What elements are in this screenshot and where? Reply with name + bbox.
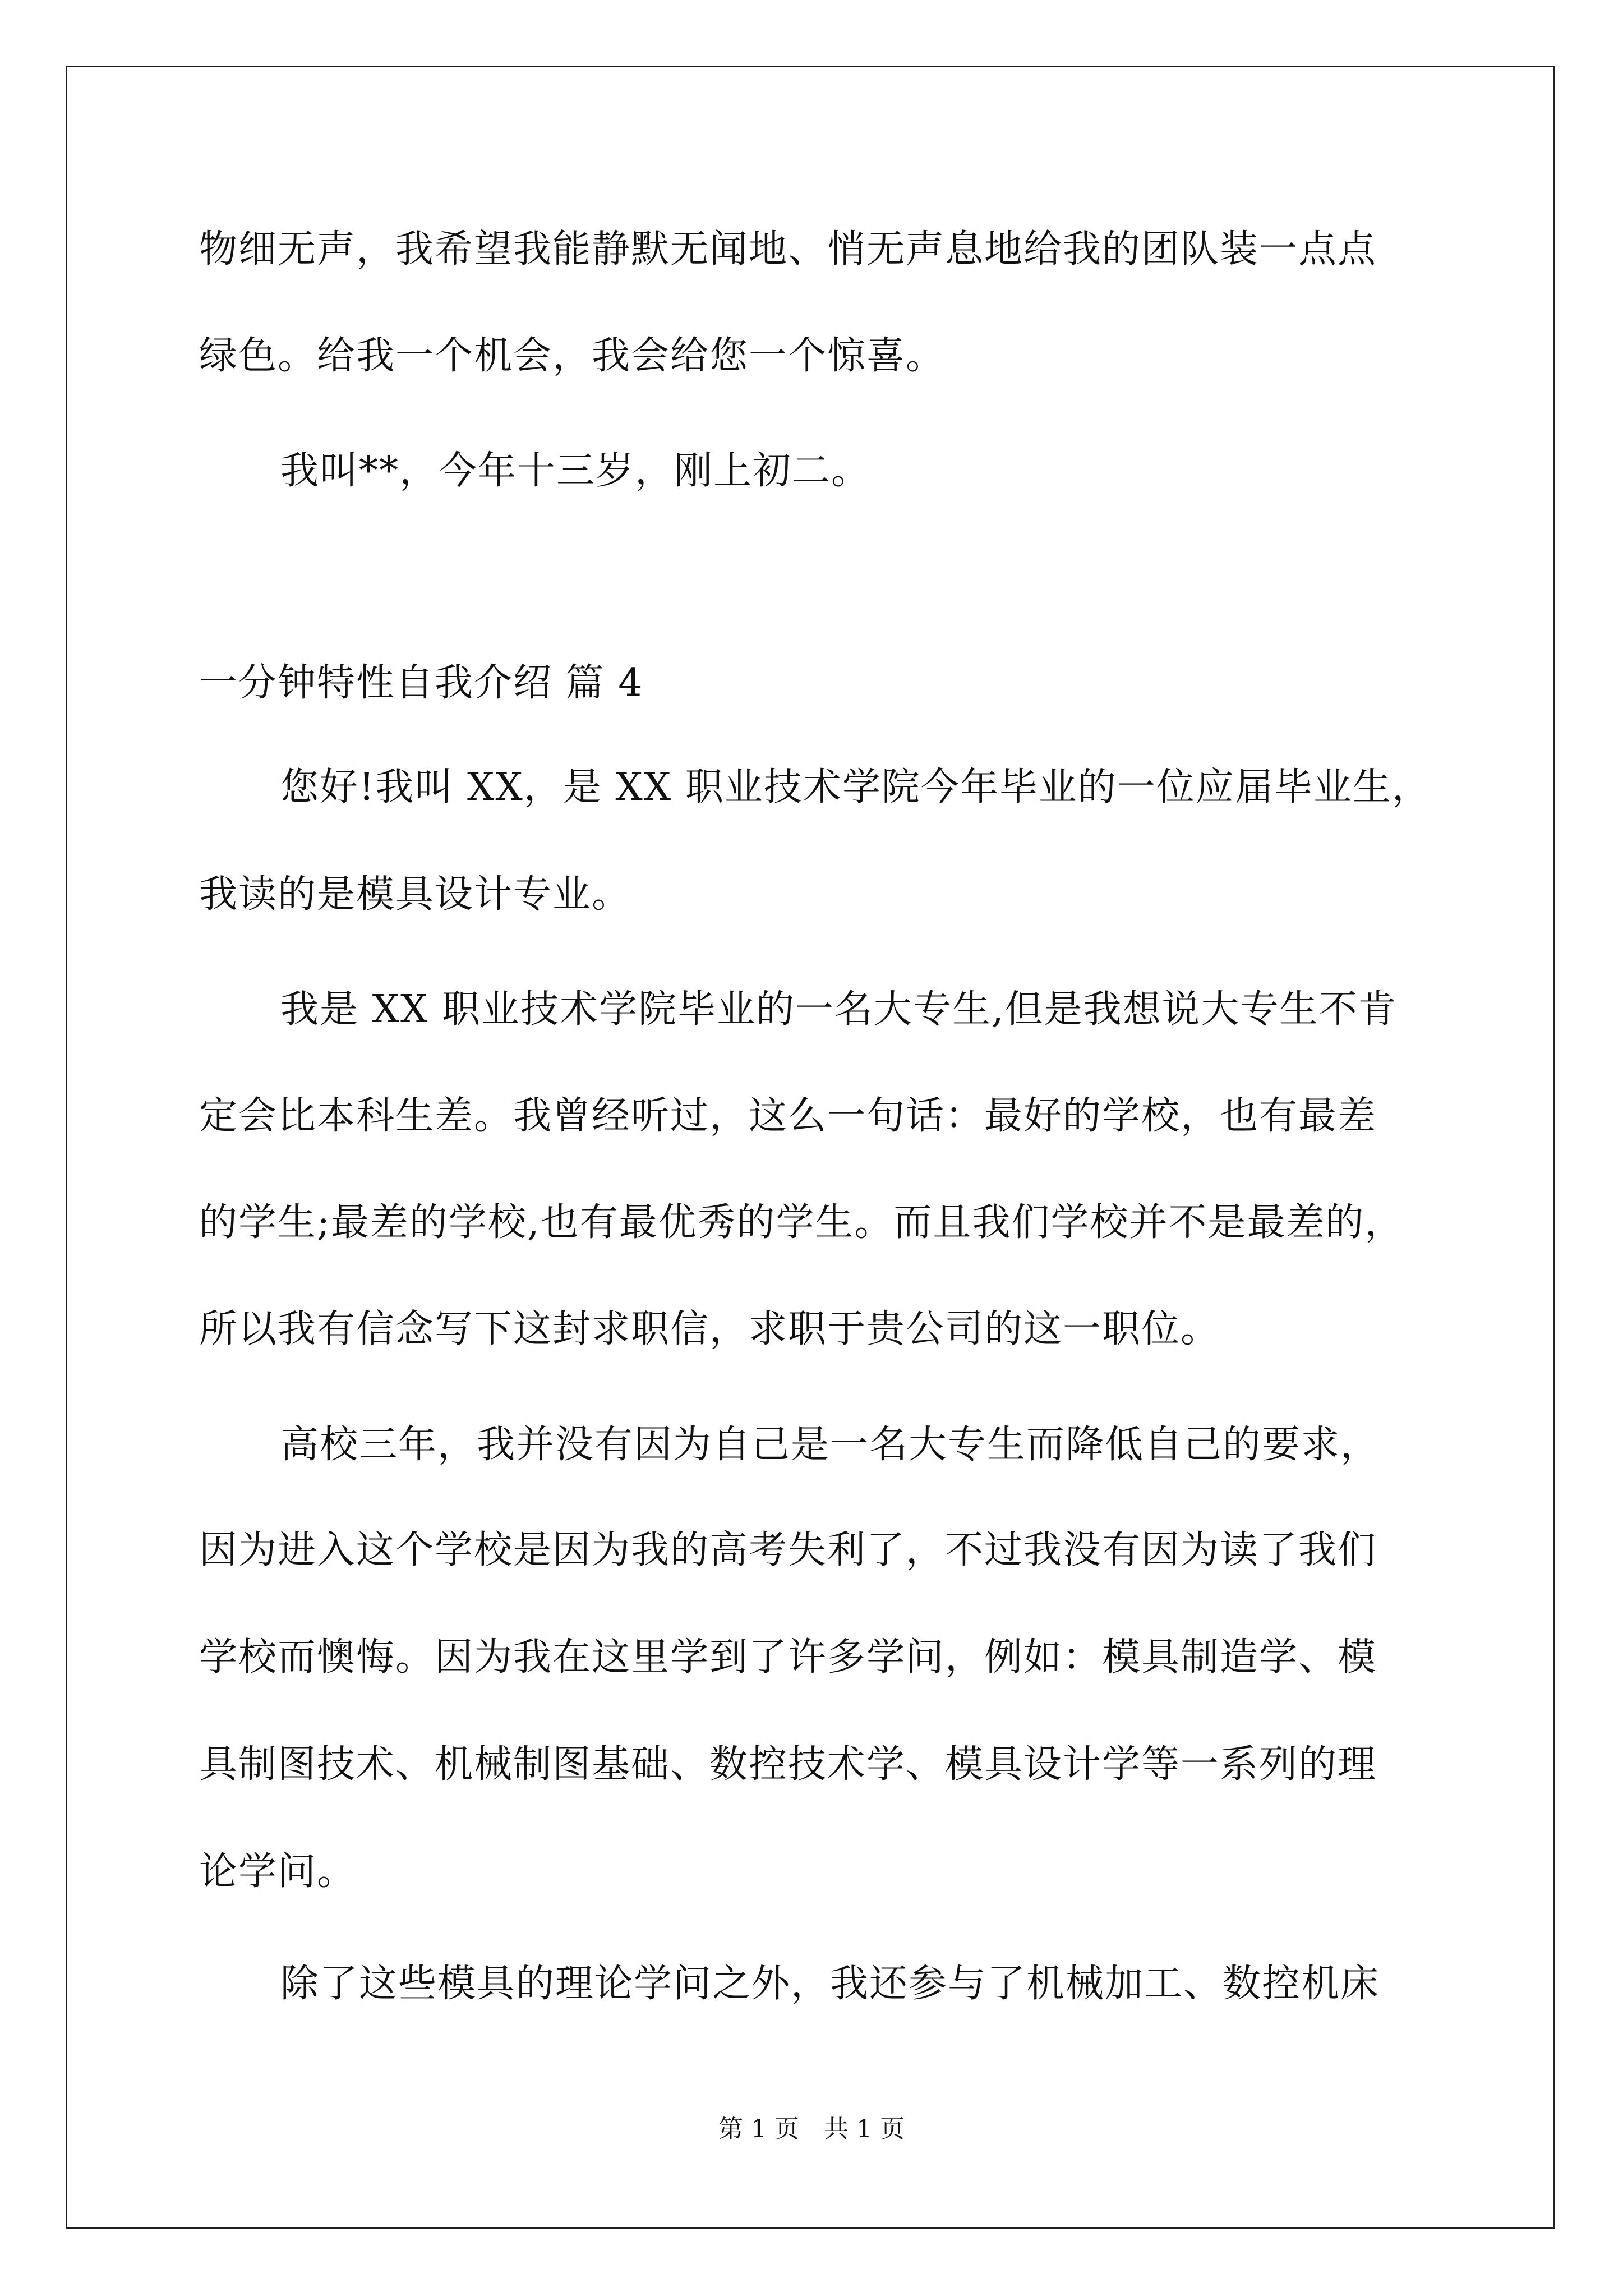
page-border (66, 66, 1555, 2229)
paragraph-line: 您好!我叫 XX，是 XX 职业技术学院今年毕业的一位应届毕业生， (280, 765, 1431, 809)
paragraph-line: 我叫**，今年十三岁，刚上初二。 (280, 449, 871, 493)
paragraph-line: 的学生;最差的学校,也有最优秀的学生。而且我们学校并不是最差的， (199, 1200, 1404, 1245)
paragraph-line: 所以我有信念写下这封求职信，求职于贵公司的这一职位。 (199, 1307, 1220, 1351)
section-heading: 一分钟特性自我介绍 篇 4 (199, 661, 644, 705)
paragraph-line: 绿色。给我一个机会，我会给您一个惊喜。 (199, 334, 946, 378)
paragraph-line: 我读的是模具设计专业。 (199, 872, 631, 917)
paragraph-line: 具制图技术、机械制图基础、数控技术学、模具设计学等一系列的理 (199, 1742, 1377, 1787)
paragraph-line: 学校而懊悔。因为我在这里学到了许多学问，例如：模具制造学、模 (199, 1635, 1377, 1680)
paragraph-line: 除了这些模具的理论学问之外，我还参与了机械加工、数控机床 (280, 1962, 1380, 2006)
paragraph-line: 定会比本科生差。我曾经听过，这么一句话：最好的学校，也有最差 (199, 1094, 1377, 1138)
paragraph-line: 高校三年，我并没有因为自己是一名大专生而降低自己的要求， (280, 1423, 1380, 1467)
page-number-footer: 第 1 页 共 1 页 (718, 2115, 905, 2143)
paragraph-line: 我是 XX 职业技术学院毕业的一名大专生,但是我想说大专生不肯 (280, 987, 1398, 1032)
paragraph-line: 物细无声，我希望我能静默无闻地、悄无声息地给我的团队装一点点 (199, 227, 1377, 272)
paragraph-line: 因为进入这个学校是因为我的高考失利了，不过我没有因为读了我们 (199, 1528, 1377, 1572)
paragraph-line: 论学问。 (199, 1849, 357, 1894)
